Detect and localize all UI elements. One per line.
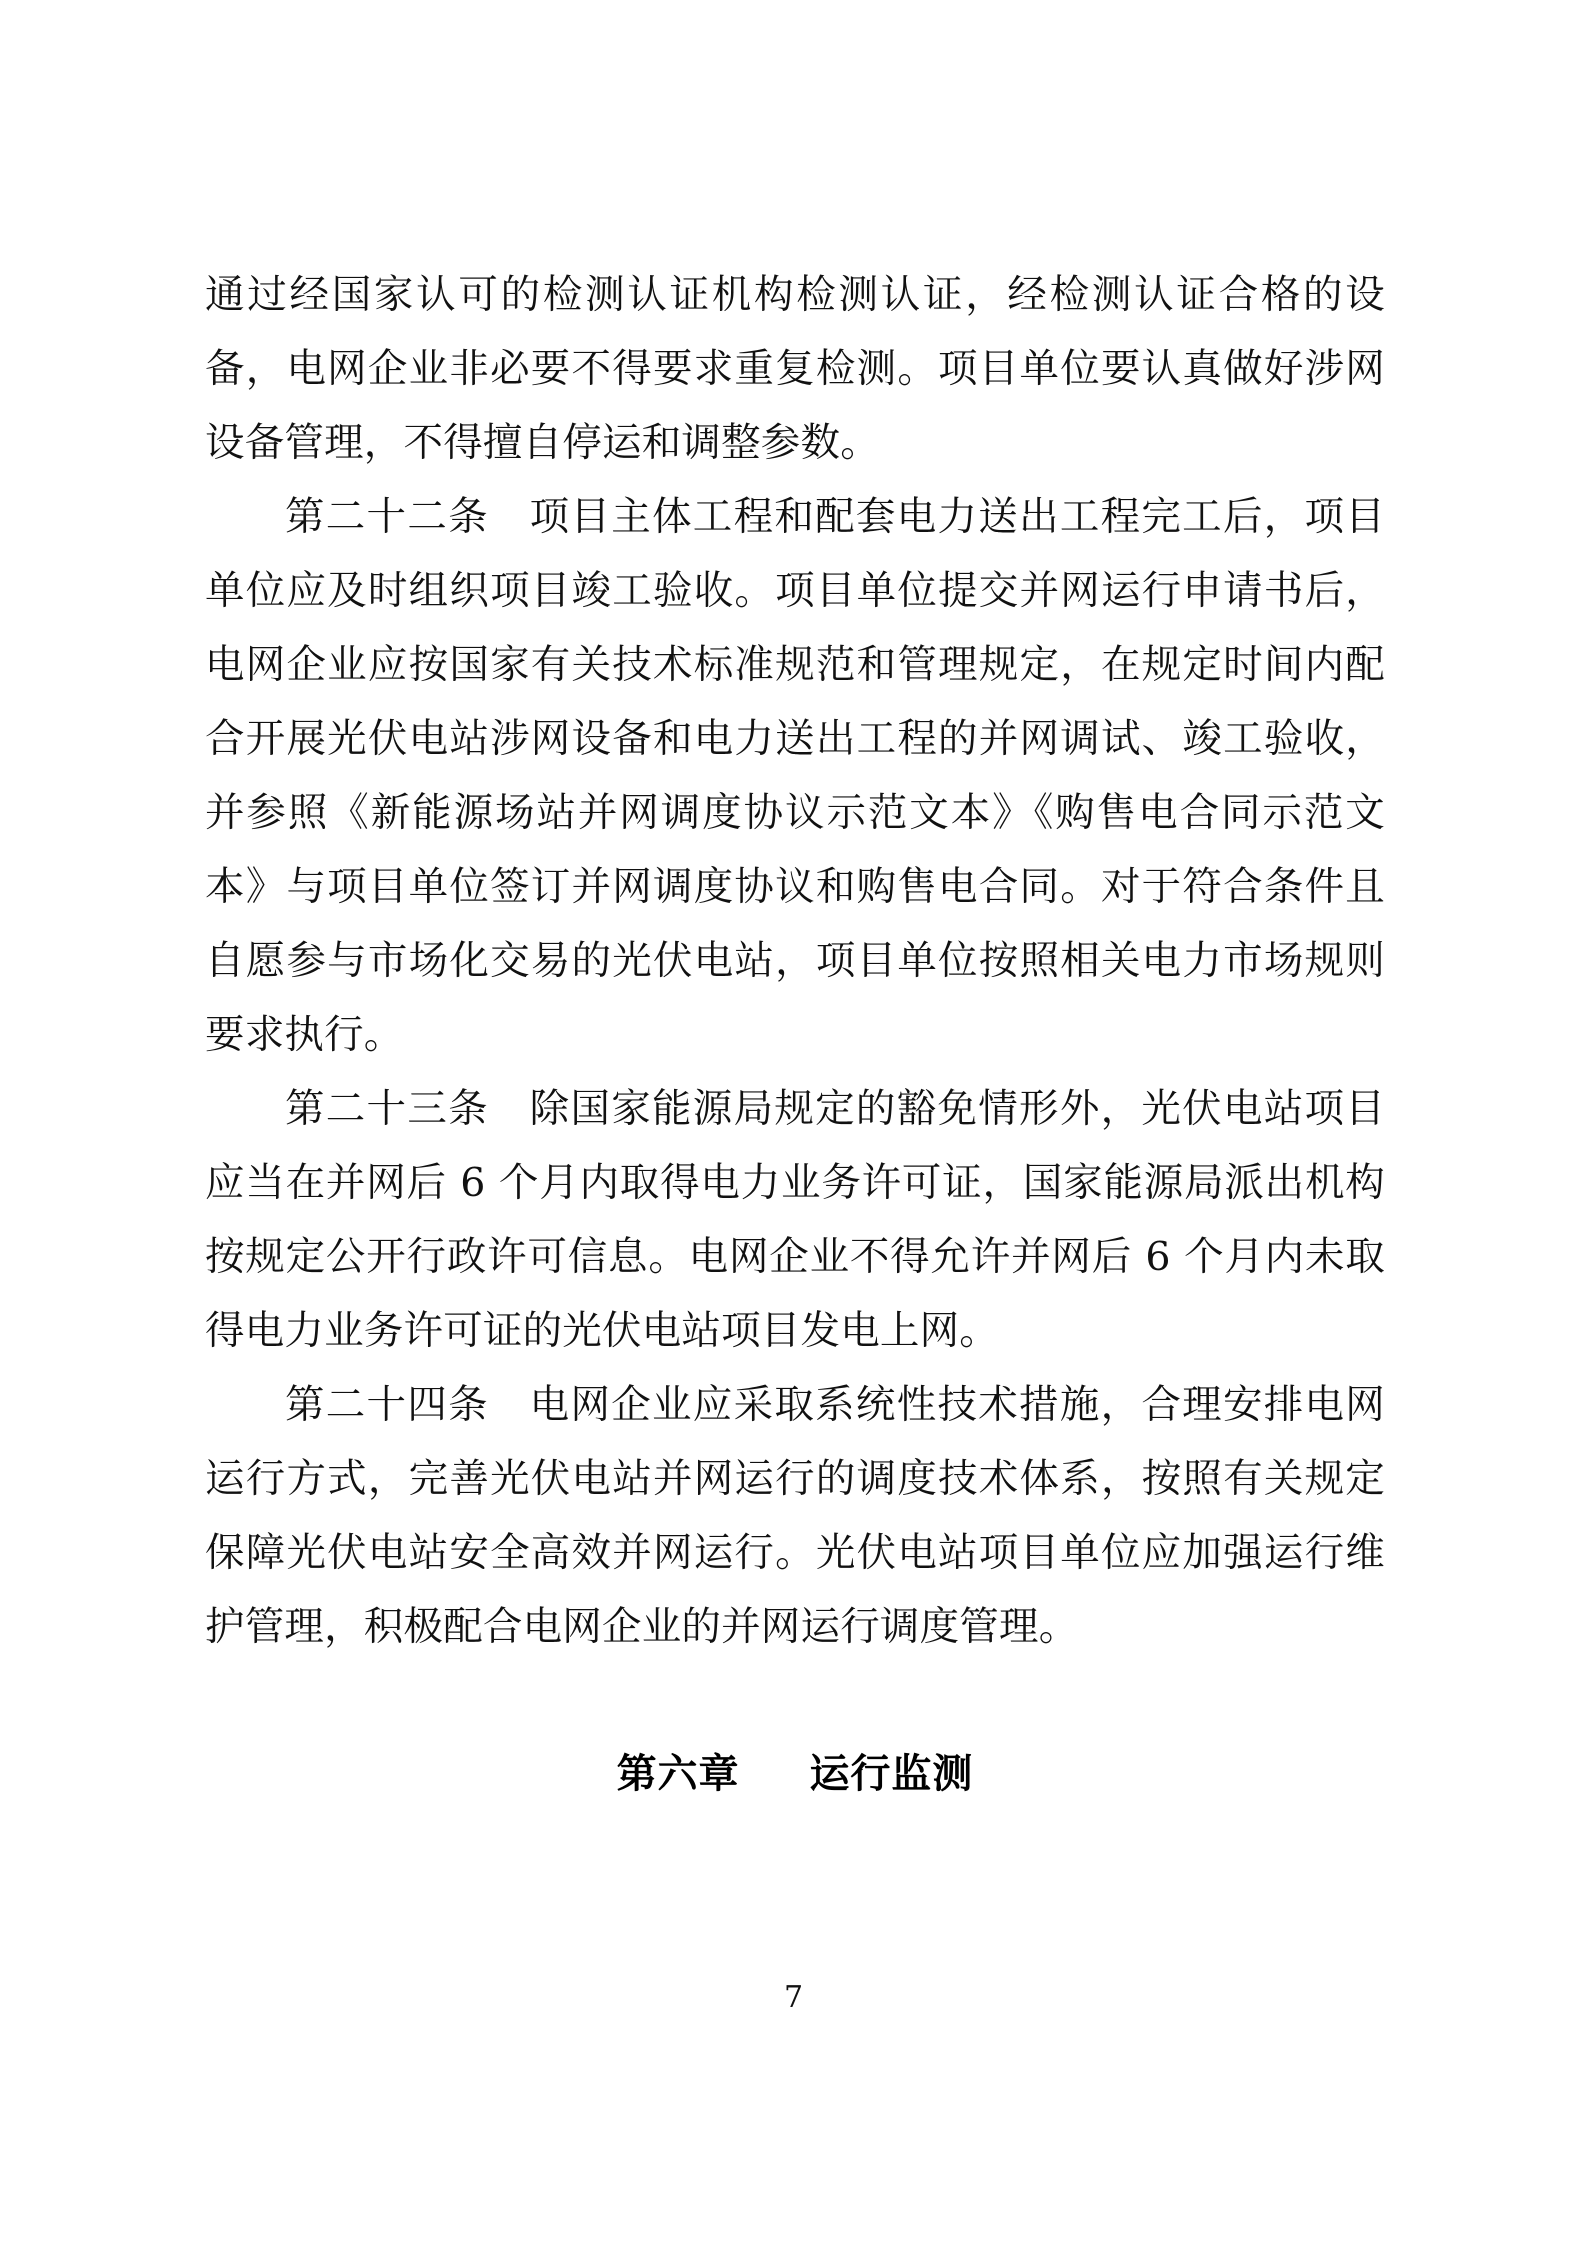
page-body <box>205 258 1385 1799</box>
chapter-title: 运行监测 <box>809 1750 974 1797</box>
chapter-heading <box>205 1742 1385 1799</box>
paragraph-continued: 通过经国家认可的检测认证机构检测认证，经检测认证合格的设备，电网企业非必要不得要求重复检测。项目单位要认真做好涉网设备管理，不得擅自停运和调整参数。 <box>205 272 1385 466</box>
page-number: 7 <box>783 1980 804 2015</box>
paragraph-article-22: 第二十二条 项目主体工程和配套电力送出工程完工后，项目单位应及时组织项目竣工验收。项目单位提交并网运行申请书后，电网企业应按国家有关技术标准规范和管理规定，在规定时间内配合开展光伏电站涉网设备和电力送出工程的并网调试、竣工验收，并参照《新能源场站并网调度协议示范文本》《购售电合同示范文本》与项目单位签订并网调度协议和购售电合同。对于符合条件且自愿参与市场化交易的光伏电站，项目单位按照相关电力市场规则要求执行。 <box>205 494 1385 1058</box>
chapter-number: 第六章 <box>616 1750 740 1797</box>
paragraph-article-23: 第二十三条 除国家能源局规定的豁免情形外，光伏电站项目应当在并网后 6 个月内取得电力业务许可证，国家能源局派出机构按规定公开行政许可信息。电网企业不得允许并网后 6 个月内未取得电力业务许可证的光伏电站项目发电上网。 <box>205 1086 1385 1354</box>
paragraph-article-24: 第二十四条 电网企业应采取系统性技术措施，合理安排电网运行方式，完善光伏电站并网运行的调度技术体系，按照有关规定保障光伏电站安全高效并网运行。光伏电站项目单位应加强运行维护管理，积极配合电网企业的并网运行调度管理。 <box>205 1382 1385 1650</box>
